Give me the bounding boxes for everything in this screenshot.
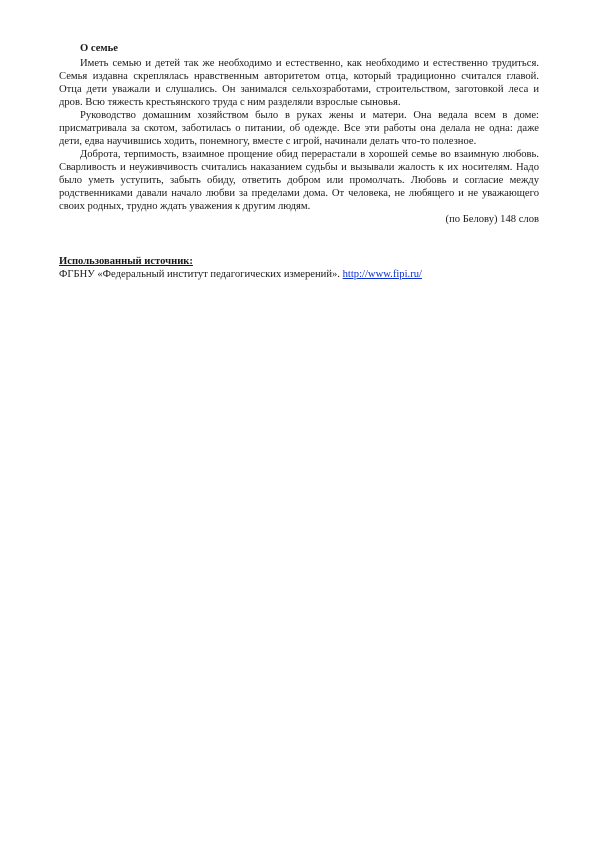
source-attribution: (по Белову) 148 слов (445, 214, 539, 225)
document-title: О семье (80, 43, 118, 54)
paragraph-1: Иметь семью и детей так же необходимо и естественно, как необходимо и естественно трудиться. Семья издавна скреплялась нравственным авторитетом отца, который традиционно считался главой. Отца дети уважали и слушались. Он занимался сельхозработами, строительством, заготовкой леса и дров. Всю тяжесть крестьянского труда с ним разделяли взрослые сыновья. (59, 58, 539, 108)
paragraph-2: Руководство домашним хозяйством было в руках жены и матери. Она ведала всем в доме: присматривала за скотом, заботилась о питании, об одежде. Все эти работы она делала не одна: даже дети, едва научившись ходить, понемногу, вместе с игрой, начинали делать что-то полезное. (59, 110, 539, 147)
reference-text: ФГБНУ «Федеральный институт педагогических измерений». (59, 269, 340, 280)
reference-entry (59, 268, 539, 281)
reference-link[interactable]: http://www.fipi.ru/ (342, 269, 422, 280)
document-page (59, 42, 539, 281)
references-heading: Использованный источник: (59, 256, 193, 267)
paragraph-3: Доброта, терпимость, взаимное прощение обид перерастали в хорошей семье во взаимную любовь. Сварливость и неуживчивость считались наказанием судьбы и вызывали жалость к их носителям. Надо было уметь уступить, забыть обиду, ответить добром или промолчать. Любовь и согласие между родственниками давали начало любви за пределами дома. От человека, не любящего и не уважающего своих родных, трудно ждать уважения к другим людям. (59, 149, 539, 212)
